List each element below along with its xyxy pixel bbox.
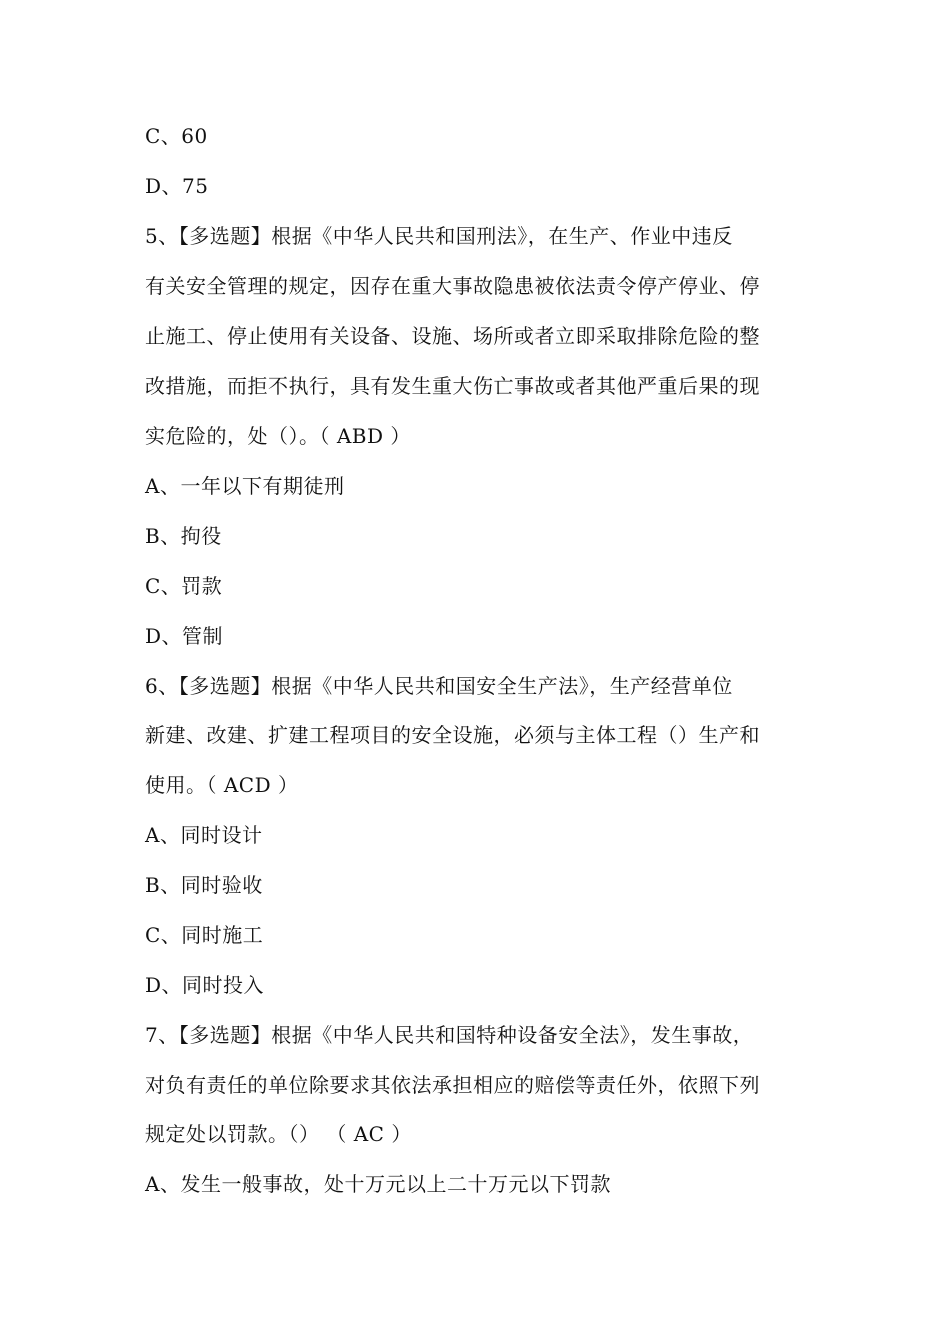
q5-option-b: B、拘役 [145, 524, 222, 548]
q6-option-a: A、同时设计 [145, 823, 263, 847]
q4-option-d: D、75 [145, 174, 209, 198]
q6-stem-line-1: 6、【多选题】根据《中华人民共和国安全生产法》，生产经营单位 [145, 674, 733, 698]
q6-stem-line-2: 新建、改建、扩建工程项目的安全设施，必须与主体工程（）生产和 [145, 723, 760, 747]
q5-option-c: C、罚款 [145, 574, 223, 598]
q5-stem-line-3: 止施工、停止使用有关设备、设施、场所或者立即采取排除危险的整 [145, 324, 760, 348]
q6-option-c: C、同时施工 [145, 923, 264, 947]
q6-option-b: B、同时验收 [145, 873, 263, 897]
q5-stem-line-1: 5、【多选题】根据《中华人民共和国刑法》，在生产、作业中违反 [145, 224, 733, 248]
q4-option-c: C、60 [145, 124, 208, 148]
q5-option-a: A、一年以下有期徒刑 [145, 474, 345, 498]
q5-option-d: D、管制 [145, 624, 224, 648]
q5-stem-line-5: 实危险的，处（）。（ ABD ） [145, 424, 411, 448]
q7-stem-line-2: 对负有责任的单位除要求其依法承担相应的赔偿等责任外，依照下列 [145, 1073, 760, 1097]
q6-stem-line-3: 使用。（ ACD ） [145, 773, 299, 797]
q7-stem-line-3: 规定处以罚款。（） （ AC ） [145, 1122, 412, 1146]
q7-option-a: A、发生一般事故，处十万元以上二十万元以下罚款 [145, 1172, 611, 1196]
q6-option-d: D、同时投入 [145, 973, 265, 997]
q7-stem-line-1: 7、【多选题】根据《中华人民共和国特种设备安全法》，发生事故， [145, 1023, 754, 1047]
q5-stem-line-2: 有关安全管理的规定，因存在重大事故隐患被依法责令停产停业、停 [145, 274, 760, 298]
q5-stem-line-4: 改措施，而拒不执行，具有发生重大伤亡事故或者其他严重后果的现 [145, 374, 760, 398]
